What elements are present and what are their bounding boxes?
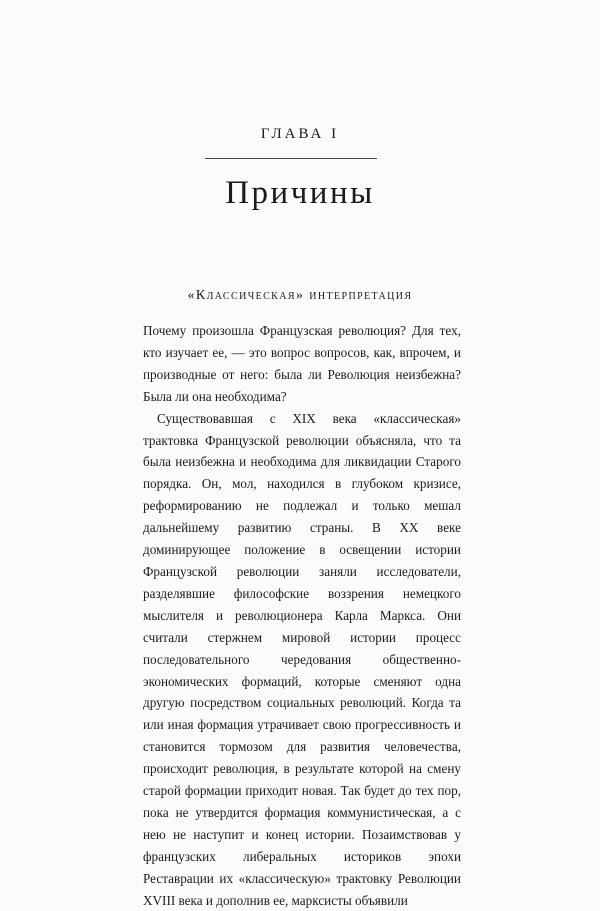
section-heading: «Классическая» интерпретация [187, 288, 413, 303]
chapter-title: Причины [225, 175, 375, 211]
body-text [143, 320, 461, 911]
paragraph: Существовавшая с XIX века «классическая» трактовка Французской революции объясняла, что та была неизбежна и необходима для ликвидации Старого порядка. Он, мол, находился в глубоком кризисе, реформированию не подлежал и только мешал дальнейшему развитию страны. В XX веке доминирующее положение в освещении истории Французской революции заняли исследователи, разделявшие философские воззрения немецкого мыслителя и революционера Карла Маркса. Они считали стержнем мировой истории процесс последовательного чередования общественно-экономических формаций, которые сменяют одна другую посредством социальных революций. Когда та или иная формация утрачивает свою прогрессивность и становится тормозом для развития человечества, происходит революция, в результате которой на смену старой формации приходит новая. Так будет до тех пор, пока не утвердится формация коммунистическая, а с нею не наступит и конец истории. Позаимствовав у французских либеральных историков эпохи Реставрации их «классическую» трактовку Революции XVIII века и дополнив ее, марксисты объявили [143, 410, 461, 908]
chapter-divider [205, 158, 377, 159]
chapter-label: ГЛАВА I [260, 126, 340, 142]
paragraph: Почему произошла Французская революция? Для тех, кто изучает ее, — это вопрос вопросов, как, впрочем, и производные от него: была ли Революция неизбежна? Была ли она необходима? [143, 323, 461, 404]
